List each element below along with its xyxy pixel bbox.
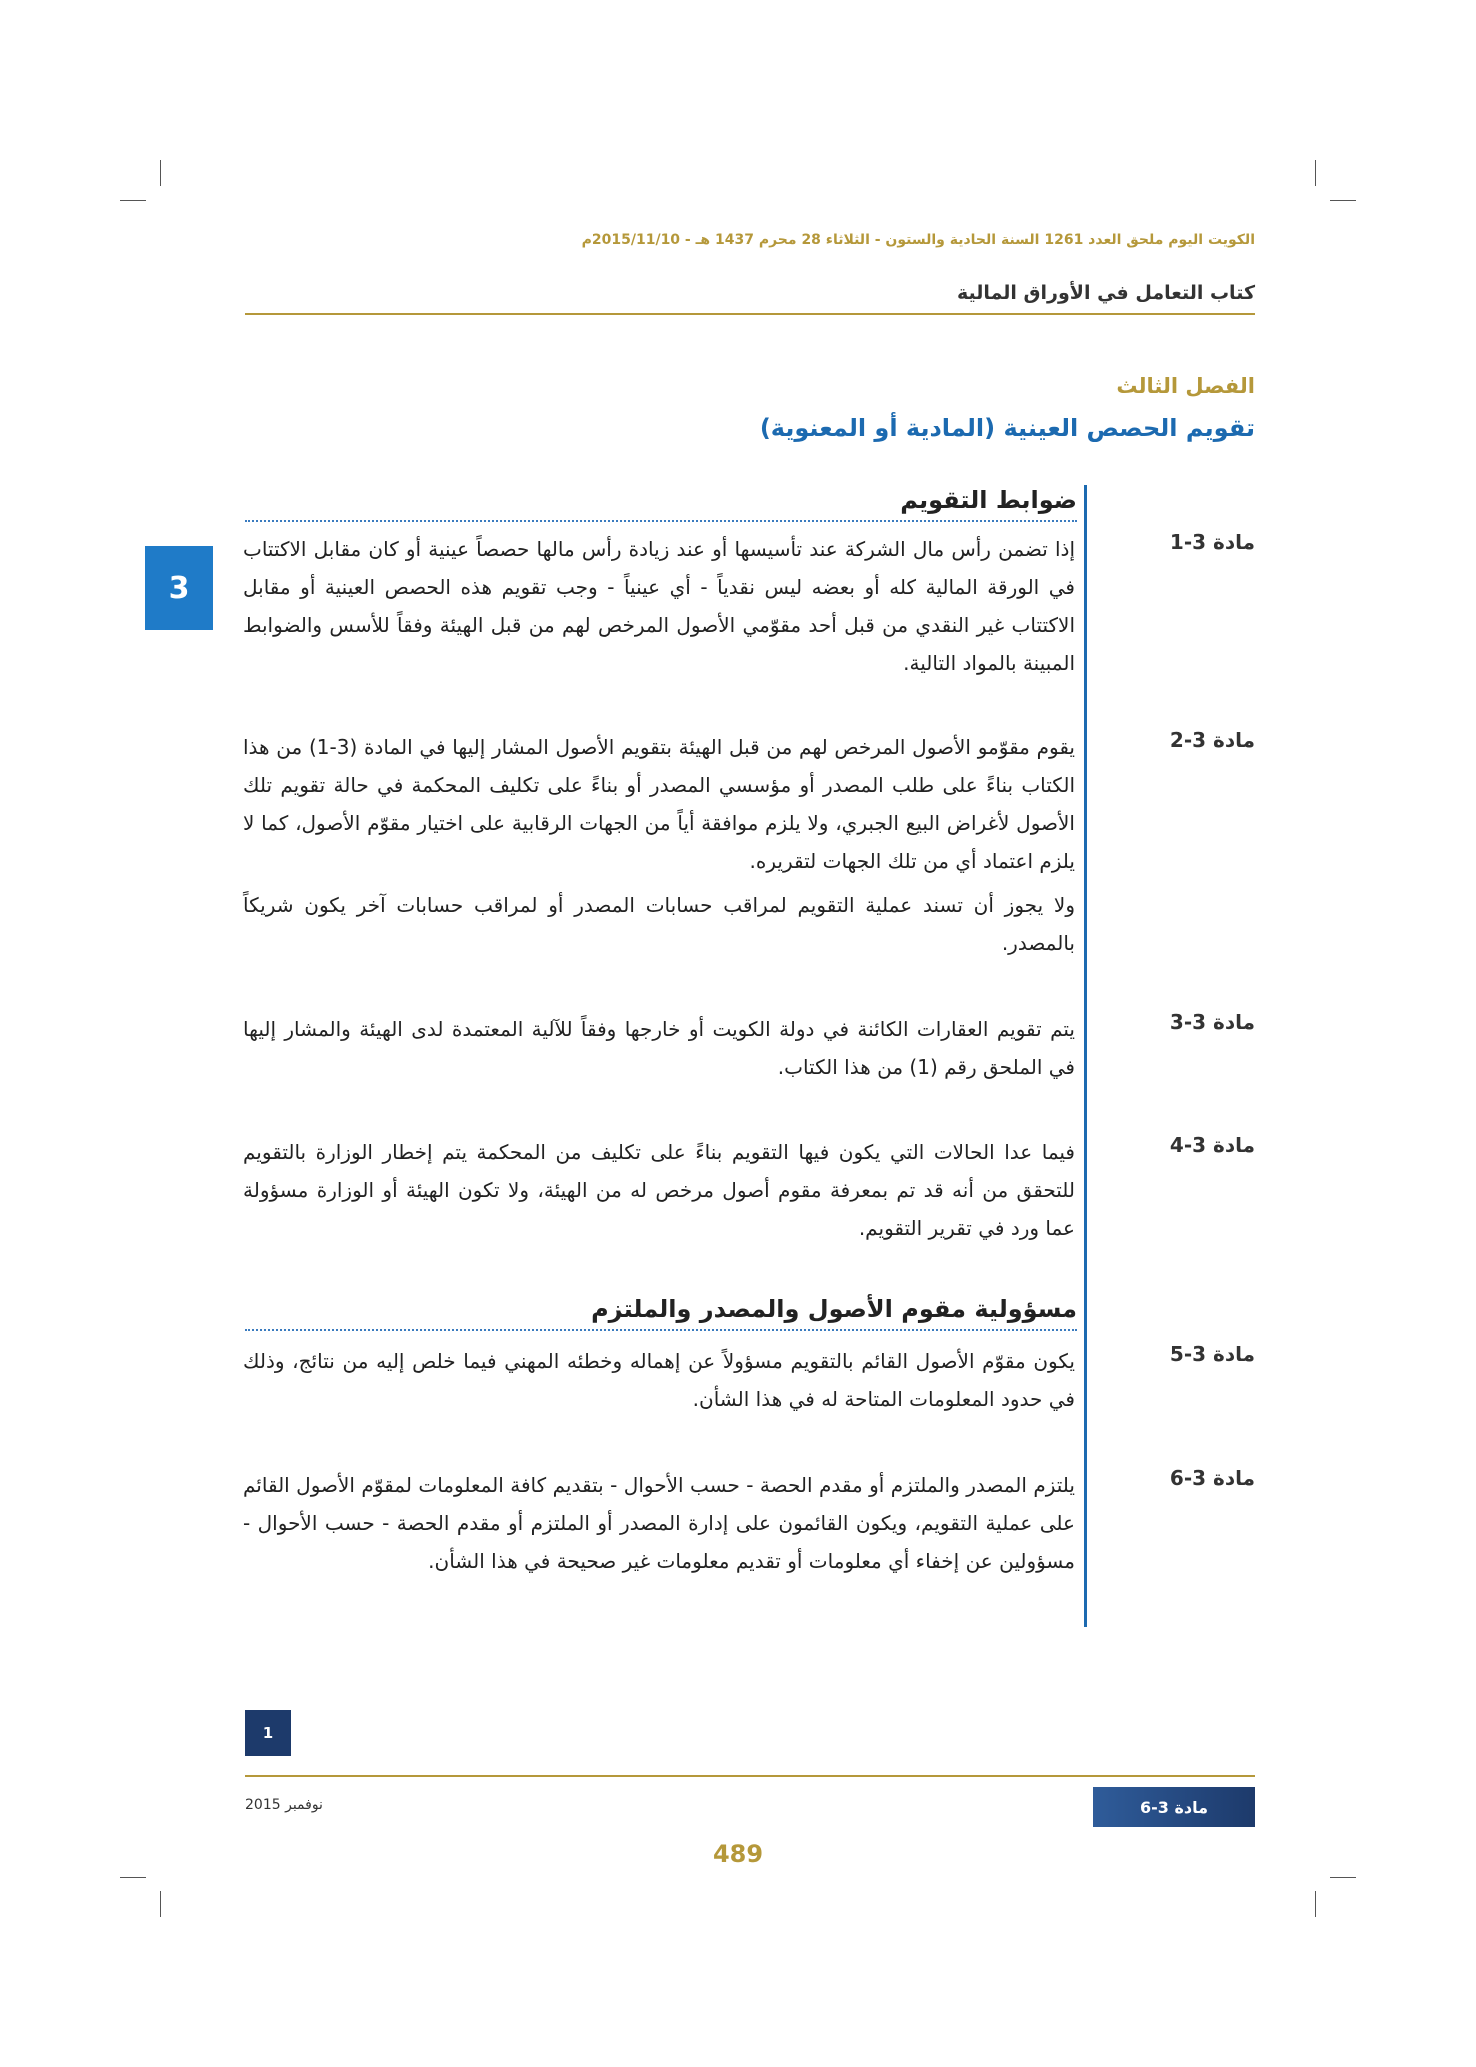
crop-mark [1315,160,1316,186]
section-heading: مسؤولية مقوم الأصول والمصدر والملتزم [245,1295,1077,1331]
footer-article-tab: مادة 3-6 [1093,1787,1255,1827]
article-paragraph: يكون مقوّم الأصول القائم بالتقويم مسؤولاً عن إهماله وخطئه المهني فيما خلص إليه من نتائج، وذلك في حدود المعلومات المتاحة له في هذا الشأن. [243,1349,1075,1411]
crop-mark [1330,200,1356,201]
crop-mark [120,1877,146,1878]
article-label: مادة 3-6 [1169,1466,1255,1490]
crop-mark [1330,1877,1356,1878]
page-box: 1 [245,1710,291,1756]
content-vertical-rule [1084,485,1087,1627]
article-paragraph: يتم تقويم العقارات الكائنة في دولة الكويت أو خارجها وفقاً للآلية المعتمدة لدى الهيئة والمشار إليها في الملحق رقم (1) من هذا الكتاب. [243,1017,1075,1079]
article-label: مادة 3-1 [1169,530,1255,554]
article-body [243,728,1075,968]
chapter-title: تقويم الحصص العينية (المادية أو المعنوية) [759,414,1255,442]
article-paragraph: ولا يجوز أن تسند عملية التقويم لمراقب حسابات المصدر أو لمراقب حسابات آخر يكون شريكاً بالمصدر. [243,893,1075,955]
article-body [243,1010,1075,1092]
chapter-side-tab: 3 [145,546,213,630]
article-body [243,1466,1075,1586]
article-label: مادة 3-5 [1169,1342,1255,1366]
article-label: مادة 3-3 [1169,1010,1255,1034]
article-paragraph: إذا تضمن رأس مال الشركة عند تأسيسها أو عند زيادة رأس مالها حصصاً عينية أو كان مقابل الاكتتاب في الورقة المالية كله أو بعضه ليس نقدياً - أي عينياً - وجب تقويم هذه الحصص العينية أو مقابل الاكتتاب غير النقدي من قبل أحد مقوّمي الأصول المرخص لهم من قبل الهيئة وفقاً للأسس والضوابط المبينة بالمواد التالية. [243,537,1075,675]
footer-date: نوفمبر 2015 [245,1797,323,1813]
article-paragraph: يقوم مقوّمو الأصول المرخص لهم من قبل الهيئة بتقويم الأصول المشار إليها في المادة (3-1) من هذا الكتاب بناءً على طلب المصدر أو مؤسسي المصدر أو بناءً على تكليف المحكمة في حالة تقويم تلك الأصول لأغراض البيع الجبري، ولا يلزم موافقة أياً من الجهات الرقابية على اختيار مقوّم الأصول، كما لا يلزم اعتماد أي من تلك الجهات لتقريره. [243,735,1075,873]
crop-mark [160,160,161,186]
article-paragraph: فيما عدا الحالات التي يكون فيها التقويم بناءً على تكليف من المحكمة يتم إخطار الوزارة بالتقويم للتحقق من أنه قد تم بمعرفة مقوم أصول مرخص له من الهيئة، ولا تكون الهيئة أو الوزارة مسؤولة عما ورد في تقرير التقويم. [243,1140,1075,1240]
article-paragraph: يلتزم المصدر والملتزم أو مقدم الحصة - حسب الأحوال - بتقديم كافة المعلومات لمقوّم الأصول القائم على عملية التقويم، ويكون القائمون على إدارة المصدر أو الملتزم أو مقدم الحصة - حسب الأحوال - مسؤولين عن إخفاء أي معلومات أو تقديم معلومات غير صحيحة في هذا الشأن. [243,1473,1075,1573]
crop-mark [160,1891,161,1917]
chapter-label: الفصل الثالث [1116,374,1255,398]
crop-mark [1315,1891,1316,1917]
gazette-header: الكويت اليوم ملحق العدد 1261 السنة الحادية والستون - الثلاثاء 28 محرم 1437 هـ - 2015/11/10م [581,232,1255,248]
footer-divider [245,1775,1255,1777]
header-divider [245,313,1255,315]
book-title: كتاب التعامل في الأوراق المالية [957,282,1255,304]
page-number: 489 [712,1840,764,1868]
article-body [243,1342,1075,1424]
section-heading: ضوابط التقويم [245,486,1077,522]
article-body [243,1133,1075,1253]
article-label: مادة 3-2 [1169,728,1255,752]
article-body [243,530,1075,688]
article-label: مادة 3-4 [1169,1133,1255,1157]
crop-mark [120,200,146,201]
